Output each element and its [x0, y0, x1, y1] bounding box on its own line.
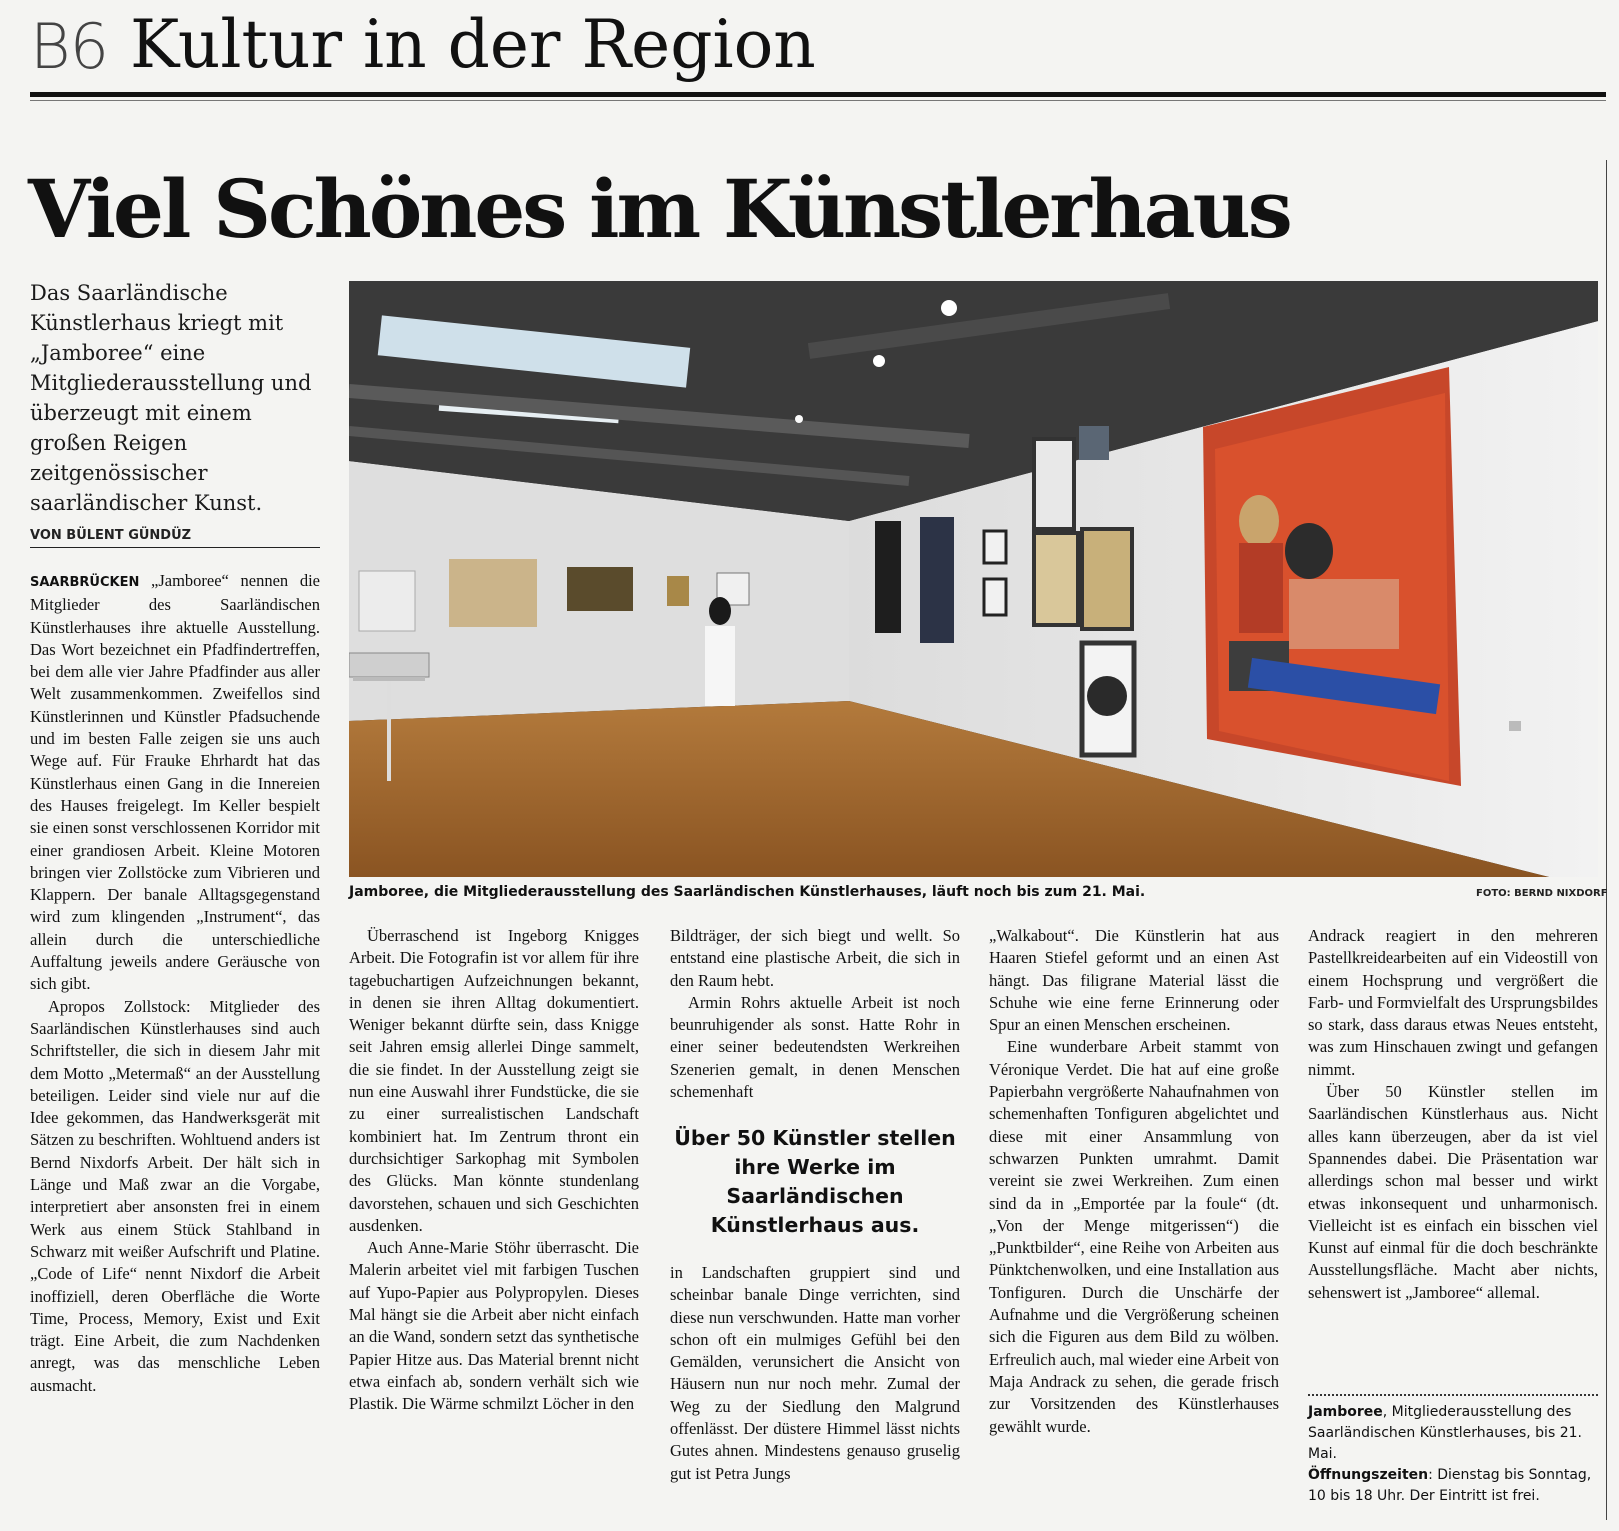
paragraph: Apropos Zollstock: Mitglieder des Saarländischen Künstlerhauses sind auch Schriftsteller, die sich in diesem Jahr mit dem Motto „Metermaß“ an der Ausstellung beteiligen. Leider sind viele nur auf die Idee gekommen, das Handwerksgerät mit Sätzen zu beschriften. Wohltuend anders ist Bernd Nixdorfs Arbeit. Der hält sich in Länge und Maß zwar an die Vorgabe, interpretiert aber ansonsten frei in einem Werk aus einem Stück Stahlband in Schwarz mit weißer Aufschrift und Platine. „Code of Life“ nennt Nixdorf die Arbeit inoffiziell, deren Oberfläche die Worte Time, Process, Memory, Exist und Exit trägt. Eine Arbeit, die zum Nachdenken anregt, was das menschliche Leben ausmacht.	[30, 996, 320, 1395]
header-rule-thin	[30, 100, 1606, 101]
text-column-3-bottom	[670, 1262, 960, 1485]
info-box	[1308, 1394, 1598, 1507]
exhibition-photo	[349, 281, 1598, 877]
section-title: Kultur in der Region	[130, 6, 816, 83]
info-hours-text: : Dienstag bis Sonntag, 10 bis 18 Uhr. Der Eintritt ist frei.	[1308, 1467, 1592, 1504]
photo-caption: Jamboree, die Mitgliederausstellung des Saarländischen Künstlerhauses, läuft noch bis zum 21. Mai.	[349, 884, 1146, 900]
text-column-3-top	[670, 925, 960, 1103]
paragraph: Bildträger, der sich biegt und wellt. So entstand eine plastische Arbeit, die sich in den Raum hebt.	[670, 926, 960, 990]
paragraph: Überraschend ist Ingeborg Knigges Arbeit. Die Fotografin ist vor allem für ihre tagebuchartigen Aufzeichnungen bekannt, in denen sie ihren Alltag dokumentiert. Weniger bekannt dürfte sein, dass Knigge seit Jahren emsig allerlei Dinge sammelt, die sie findet. In der Ausstellung zeigt sie nun eine Auswahl ihrer Fundstücke, die sie zu einer surrealistischen Landschaft kombiniert hat. Im Zentrum thront ein durchsichtiger Sarkophag mit Symbolen des Glücks. Man könnte stundenlang davorstehen, schauen und sich Geschichten ausdenken.	[349, 926, 639, 1235]
info-hours-label: Öffnungszeiten	[1308, 1467, 1429, 1483]
paragraph: Andrack reagiert in den mehreren Pastellkreidearbeiten auf ein Videostill von einem Hochsprung und vergrößert die Farb- und Formvielfalt des Ursprungsbildes so stark, dass daraus etwas Neues entsteht, was zum Hinschauen zwingt und gefangen nimmt.	[1308, 926, 1598, 1079]
article-byline: VON BÜLENT GÜNDÜZ	[30, 528, 320, 548]
paragraph: in Landschaften gruppiert sind und scheinbar banale Dinge verrichten, sind diese nun verschwunden. Hatte man vorher schon oft ein mulmiges Gefühl bei den Gemälden, verunsichert die Ansicht von Häusern nun nur noch mehr. Zumal der Weg zu der Siedlung den Malgrund offenlässt. Der düstere Himmel lässt nichts Gutes ahnen. Mindestens genauso gruselig gut ist Petra Jungs	[670, 1263, 960, 1483]
pull-quote: Über 50 Künstler stellen ihre Werke im Saarländischen Künstlerhaus aus.	[674, 1126, 956, 1237]
info-exhibition	[1308, 1402, 1598, 1465]
info-hours	[1308, 1465, 1598, 1507]
paragraph-text: „Jamboree“ nennen die Mitglieder des Saarländischen Künstlerhauses ihre aktuelle Ausstellung. Das Wort bezeichnet ein Pfadfindertreffen, bei dem alle vier Jahre Pfadfinder aus aller Welt zusammenkommen. Zweifellos sind Künstlerinnen und Künstler Pfadsuchende und im besten Falle zeigen sie uns auch Wege auf. Für Frauke Ehrhardt hat das Künstlerhaus einen Gang in die Innereien des Hauses freigelegt. Im Keller bespielt sie einen sonst verschlossenen Korridor mit einer grandiosen Arbeit. Kleine Motoren bringen vier Zollstöcke zum Vibrieren und Klappern. Der banale Alltagsgegenstand wird zum klingenden „Instrument“, das allein durch die unterschiedliche Auffaltung jeweils andere Geräusche von sich gibt.	[30, 571, 320, 994]
paragraph	[30, 570, 320, 996]
paragraph: Über 50 Künstler stellen im Saarländischen Künstlerhaus aus. Nicht alles kann überzeugen, aber da ist viel Spannendes dabei. Die Präsentation war allerdings schon mal besser und wirkt etwas inkonsequent und unharmonisch. Vielleicht ist es einfach ein bisschen viel Kunst auf einmal für die doch beschränkte Ausstellungsfläche. Macht aber nichts, sehenswert ist „Jamboree“ allemal.	[1308, 1082, 1598, 1302]
dateline: SAARBRÜCKEN	[30, 575, 140, 590]
header-rule	[30, 92, 1606, 97]
paragraph: Eine wunderbare Arbeit stammt von Véronique Verdet. Die hat auf eine große Papierbahn vergrößerte Nahaufnahmen von schemenhaften Tonfiguren abgelichtet und diese mit einer Ansammlung von schwarzen Punkten umrahmt. Damit vereint sie zwei Werkreihen. Zum einen sind da in „Emportée par la foule“ (dt. „Von der Menge mitgerissen“) die „Punktbilder“, eine Reihe von Arbeiten aus Pünktchenwolken, und eine Installation aus Tonfiguren. Durch die Unschärfe der Aufnahme und die Vergrößerung scheinen sich die Figuren aus dem Bild zu wölben. Erfreulich auch, mal wieder eine Arbeit von Maja Andrack zu sehen, die gerade frisch zur Vorsitzenden des Künstlerhauses gewählt wurde.	[989, 1037, 1280, 1436]
paragraph: Armin Rohrs aktuelle Arbeit ist noch beunruhigender als sonst. Hatte Rohr in einer seiner bedeutendsten Werkreihen Szenerien gemalt, in denen Menschen schemenhaft	[670, 992, 960, 1102]
info-title-text: , Mitgliederausstellung des Saarländischen Künstlerhauses, bis 21. Mai.	[1308, 1404, 1582, 1462]
article-teaser: Das Saarländische Künstlerhaus kriegt mit „Jamboree“ eine Mitgliederausstellung und überzeugt mit einem großen Reigen zeitgenössischer saarländischer Kunst.	[30, 281, 312, 515]
page-number: B6	[30, 10, 109, 83]
text-column-1	[30, 570, 320, 1397]
photo-credit: FOTO: BERND NIXDORF	[1476, 888, 1608, 899]
page-header	[30, 6, 1606, 98]
column-rule	[1606, 160, 1607, 1520]
article-headline: Viel Schönes im Künstlerhaus	[28, 162, 1290, 256]
text-column-4	[989, 925, 1279, 1438]
paragraph: Auch Anne-Marie Stöhr überrascht. Die Malerin arbeitet viel mit farbigen Tuschen auf Yupo-Papier aus Polypropylen. Dieses Mal hängt sie die Arbeit aber nicht einfach an die Wand, sondern setzt das synthetische Papier Hitze aus. Das Material brennt nicht etwa einfach ab, sondern verhält sich wie Plastik. Die Wärme schmilzt Löcher in den	[349, 1238, 639, 1414]
paragraph: „Walkabout“. Die Künstlerin hat aus Haaren Stiefel geformt und an einen Ast hängt. Das filigrane Material lässt die Schuhe wie eine ferne Erinnerung oder Spur an einen Menschen erscheinen.	[989, 926, 1279, 1035]
text-column-2	[349, 925, 639, 1416]
text-column-5	[1308, 925, 1598, 1304]
info-title-label: Jamboree	[1308, 1404, 1383, 1420]
